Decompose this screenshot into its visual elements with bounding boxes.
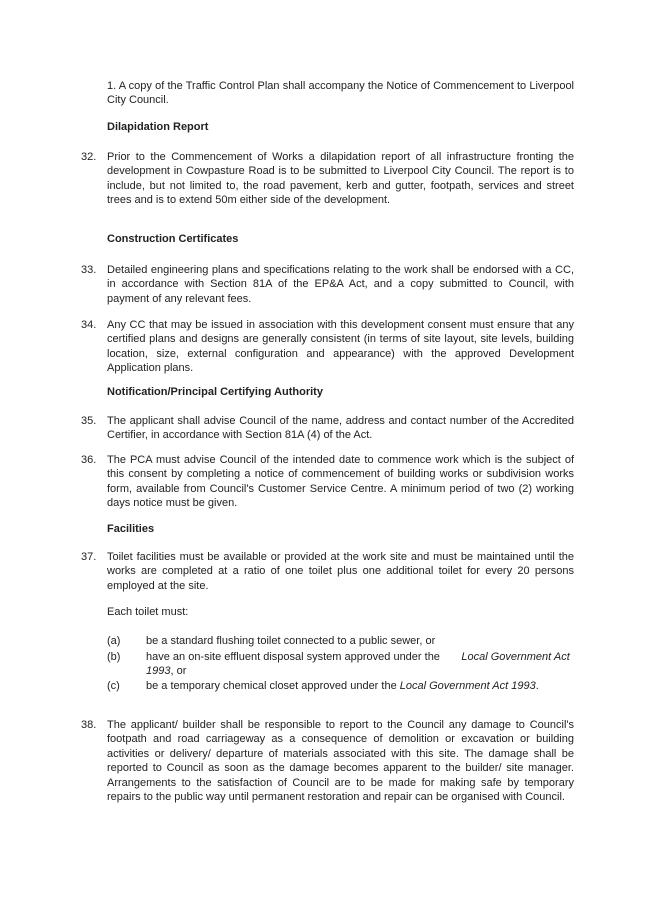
toilet-item-b-letter: (b)	[107, 651, 121, 663]
condition-33-text: Detailed engineering plans and specifications relating to the work shall be endorsed with a CC, in accordance with Section 81A of the EP&A Act, and a copy submitted to Council, with payment of any relevant fees.	[107, 264, 574, 305]
toilet-item-c-text: be a temporary chemical closet approved under the	[146, 680, 397, 692]
toilet-item-a-text: be a standard flushing toilet connected to a public sewer, or	[146, 635, 436, 647]
condition-33-number: 33.	[81, 264, 97, 276]
heading-dilapidation-report: Dilapidation Report	[107, 121, 209, 133]
toilet-item-c-act: Local Government Act 1993	[399, 680, 536, 692]
intro-paragraph: 1. A copy of the Traffic Control Plan shall accompany the Notice of Commencement to Liverpool City Council.	[107, 80, 574, 107]
condition-34-text: Any CC that may be issued in association with this development consent must ensure that any certified plans and designs are generally consistent (in terms of site layout, site levels, building location, size, external configuration and appearance) with the approved Development Application plans.	[107, 319, 574, 375]
condition-34-number: 34.	[81, 319, 97, 331]
toilet-item-a-letter: (a)	[107, 635, 121, 647]
condition-36-number: 36.	[81, 454, 97, 466]
condition-38-text: The applicant/ builder shall be responsible to report to the Council any damage to Council's footpath and road carriageway as a consequence of demolition or excavation or building activities or delivery/ departure of materials associated with this site. The damage shall be reported to Council as soon as the damage becomes apparent to the builder/ site manager. Arrangements to the satisfaction of Council are to be made for making safe by temporary repairs to the public way until permanent restoration and repair can be organised with Council.	[107, 719, 574, 804]
condition-36-text: The PCA must advise Council of the intended date to commence work which is the subject of this consent by completing a notice of commencement of building works or subdivision works form, available from Council's Customer Service Centre. A minimum period of two (2) working days notice must be given.	[107, 454, 574, 510]
heading-construction-certificates: Construction Certificates	[107, 233, 239, 245]
condition-37-number: 37.	[81, 551, 97, 563]
condition-38-number: 38.	[81, 719, 97, 731]
heading-notification-pca: Notification/Principal Certifying Authority	[107, 386, 323, 398]
toilet-item-b-act: Local Government Act 1993	[146, 651, 570, 678]
toilet-item-b	[146, 650, 574, 679]
condition-37-text: Toilet facilities must be available or provided at the work site and must be maintained until the works are completed at a ratio of one toilet plus one additional toilet for every 20 persons employed at the site.	[107, 551, 574, 592]
heading-facilities: Facilities	[107, 523, 155, 535]
toilet-item-c-letter: (c)	[107, 680, 120, 692]
condition-35-text: The applicant shall advise Council of the name, address and contact number of the Accredited Certifier, in accordance with Section 81A (4) of the Act.	[107, 415, 574, 442]
toilet-item-b-tail: , or	[170, 665, 187, 678]
condition-35-number: 35.	[81, 415, 97, 427]
condition-32-text: Prior to the Commencement of Works a dilapidation report of all infrastructure fronting the development in Cowpasture Road is to be submitted to Liverpool City Council. The report is to include, but not limited to, the road pavement, kerb and gutter, footpath, services and street trees and is to extend 50m either side of the development.	[107, 151, 574, 207]
toilet-item-c	[146, 679, 574, 693]
condition-32-number: 32.	[81, 151, 97, 163]
toilet-lead: Each toilet must:	[107, 606, 189, 618]
toilet-item-c-tail: .	[535, 680, 539, 692]
toilet-item-b-text: have an on-site effluent disposal system approved under the	[146, 651, 440, 663]
